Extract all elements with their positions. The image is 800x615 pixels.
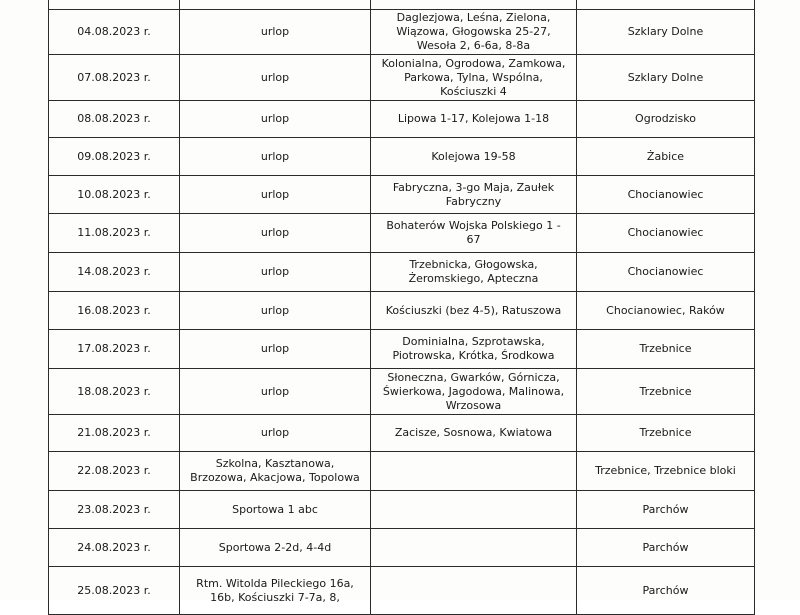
service-cell: Szkolna, Kasztanowa, Brzozowa, Akacjowa, Topolowa (180, 452, 371, 491)
service-cell: urlop (180, 10, 371, 55)
date-cell: 25.08.2023 r. (49, 567, 180, 615)
streets-cell: Trzebnicka, Głogowska, Żeromskiego, Apteczna (371, 253, 577, 292)
service-cell: urlop (180, 292, 371, 330)
locality-cell: Chocianowiec (577, 214, 755, 253)
locality-cell: Ogrodzisko (577, 101, 755, 138)
service-cell: urlop (180, 415, 371, 452)
table-row (49, 0, 755, 10)
streets-cell: Fabryczna, 3-go Maja, Zaułek Fabryczny (371, 176, 577, 214)
date-cell: 11.08.2023 r. (49, 214, 180, 253)
date-cell: 24.08.2023 r. (49, 529, 180, 567)
locality-cell: Parchów (577, 529, 755, 567)
table-row (49, 491, 755, 529)
table-row (49, 330, 755, 369)
date-cell: 23.08.2023 r. (49, 491, 180, 529)
locality-cell: Trzebnice (577, 330, 755, 369)
locality-cell: Trzebnice, Trzebnice bloki (577, 452, 755, 491)
date-cell: 14.08.2023 r. (49, 253, 180, 292)
locality-cell: Chocianowiec (577, 253, 755, 292)
table-row (49, 292, 755, 330)
locality-cell: Szklary Dolne (577, 10, 755, 55)
table-row (49, 10, 755, 55)
locality-cell: Chocianowiec (577, 176, 755, 214)
date-cell: 09.08.2023 r. (49, 138, 180, 176)
locality-cell: Chocianowiec, Raków (577, 292, 755, 330)
locality-cell: Żabice (577, 138, 755, 176)
service-cell: urlop (180, 330, 371, 369)
streets-cell: Dominialna, Szprotawska, Piotrowska, Krótka, Środkowa (371, 330, 577, 369)
service-cell: urlop (180, 214, 371, 253)
streets-cell: Daglezjowa, Leśna, Zielona, Wiązowa, Głogowska 25-27, Wesoła 2, 6-6a, 8-8a (371, 10, 577, 55)
service-cell: urlop (180, 176, 371, 214)
table-row (49, 214, 755, 253)
locality-cell: Szklary Dolne (577, 55, 755, 101)
date-cell (49, 0, 180, 10)
streets-cell (371, 452, 577, 491)
streets-cell (371, 529, 577, 567)
table-row (49, 55, 755, 101)
locality-cell: Trzebnice (577, 415, 755, 452)
date-cell: 21.08.2023 r. (49, 415, 180, 452)
streets-cell: Lipowa 1-17, Kolejowa 1-18 (371, 101, 577, 138)
service-cell: urlop (180, 55, 371, 101)
date-cell: 08.08.2023 r. (49, 101, 180, 138)
date-cell: 16.08.2023 r. (49, 292, 180, 330)
date-cell: 10.08.2023 r. (49, 176, 180, 214)
table-row (49, 138, 755, 176)
date-cell: 17.08.2023 r. (49, 330, 180, 369)
table-row (49, 253, 755, 292)
date-cell: 04.08.2023 r. (49, 10, 180, 55)
service-cell: urlop (180, 369, 371, 415)
table-row (49, 101, 755, 138)
table-row (49, 415, 755, 452)
date-cell: 22.08.2023 r. (49, 452, 180, 491)
streets-cell (371, 567, 577, 615)
streets-cell: Kolonialna, Ogrodowa, Zamkowa, Parkowa, Tylna, Wspólna, Kościuszki 4 (371, 55, 577, 101)
service-cell (180, 0, 371, 10)
schedule-table (48, 0, 755, 615)
service-cell: urlop (180, 138, 371, 176)
streets-cell: Bohaterów Wojska Polskiego 1 - 67 (371, 214, 577, 253)
streets-cell: Zacisze, Sosnowa, Kwiatowa (371, 415, 577, 452)
streets-cell: Słoneczna, Gwarków, Górnicza, Świerkowa, Jagodowa, Malinowa, Wrzosowa (371, 369, 577, 415)
streets-cell (371, 0, 577, 10)
locality-cell (577, 0, 755, 10)
locality-cell: Trzebnice (577, 369, 755, 415)
streets-cell: Kościuszki (bez 4-5), Ratuszowa (371, 292, 577, 330)
service-cell: Sportowa 1 abc (180, 491, 371, 529)
streets-cell: Kolejowa 19-58 (371, 138, 577, 176)
locality-cell: Parchów (577, 567, 755, 615)
date-cell: 18.08.2023 r. (49, 369, 180, 415)
table-row (49, 567, 755, 615)
streets-cell (371, 491, 577, 529)
table-row (49, 452, 755, 491)
date-cell: 07.08.2023 r. (49, 55, 180, 101)
locality-cell: Parchów (577, 491, 755, 529)
table-row (49, 369, 755, 415)
table-row (49, 529, 755, 567)
service-cell: urlop (180, 253, 371, 292)
service-cell: Sportowa 2-2d, 4-4d (180, 529, 371, 567)
service-cell: Rtm. Witolda Pileckiego 16a, 16b, Kościuszki 7-7a, 8, (180, 567, 371, 615)
service-cell: urlop (180, 101, 371, 138)
table-row (49, 176, 755, 214)
